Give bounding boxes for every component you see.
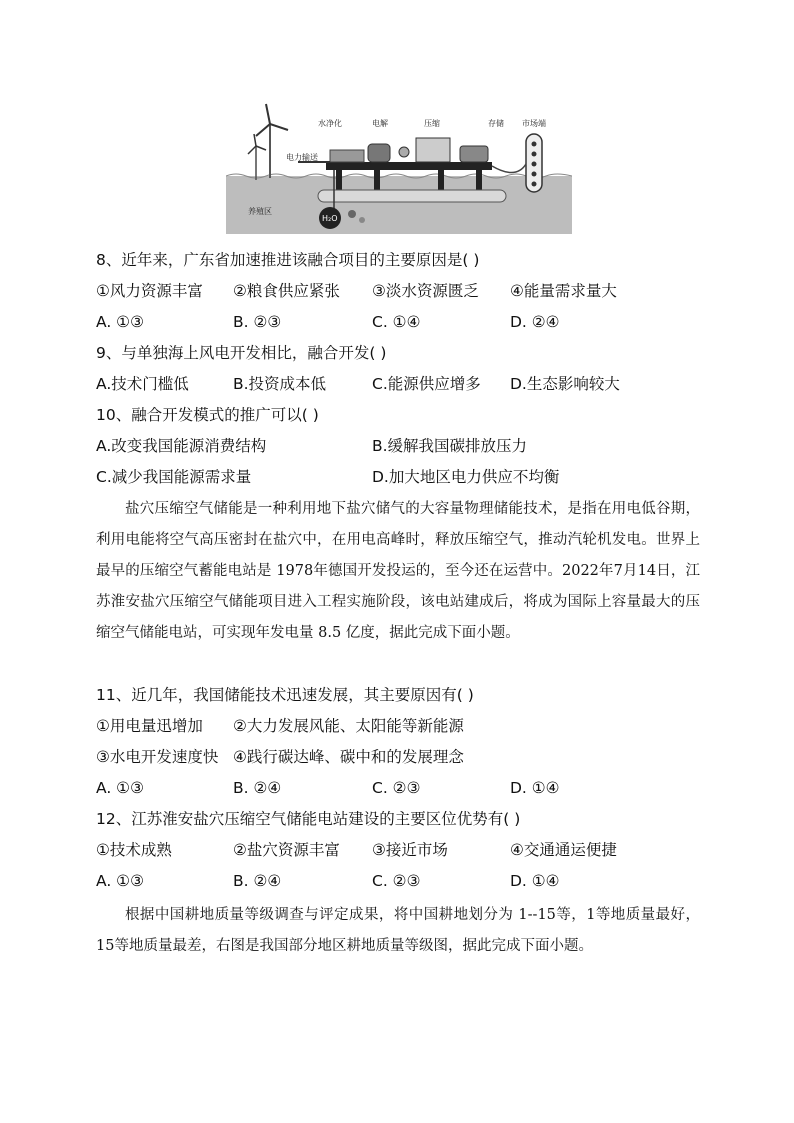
q11-option-d: D. ①④: [510, 779, 560, 797]
q8-item-1: ①风力资源丰富: [96, 282, 203, 300]
passage-salt-cavern: [96, 494, 700, 649]
electrolysis-unit: [368, 144, 390, 162]
q12-option-a: A. ①③: [96, 872, 144, 890]
q12-item-3: ③接近市场: [372, 841, 448, 859]
platform-deck: [326, 162, 492, 170]
label-electrolysis: 电解: [372, 119, 388, 128]
passage-farmland: [96, 900, 700, 962]
q11-item-1: ①用电量迅增加: [96, 717, 203, 735]
q9-option-c: C.能源供应增多: [372, 375, 481, 393]
pipeline: [318, 190, 506, 202]
q11-option-b: B. ②④: [233, 779, 282, 797]
q9-option-d: D.生态影响较大: [510, 375, 620, 393]
q12-item-2: ②盐穴资源丰富: [233, 841, 340, 859]
q11-item-2: ②大力发展风能、太阳能等新能源: [233, 717, 464, 735]
label-compress: 压缩: [424, 119, 440, 128]
q8-item-4: ④能量需求量大: [510, 282, 617, 300]
q12-item-4: ④交通通运便捷: [510, 841, 617, 859]
q10-option-c: C.减少我国能源需求量: [96, 468, 252, 486]
q8-item-3: ③淡水资源匮乏: [372, 282, 479, 300]
q8-option-c: C. ①④: [372, 313, 421, 331]
q12-item-1: ①技术成熟: [96, 841, 172, 859]
question-8-stem: 8、近年来，广东省加速推进该融合项目的主要原因是( ): [96, 251, 480, 269]
question-9-stem: 9、与单独海上风电开发相比，融合开发( ): [96, 344, 387, 362]
q8-item-2: ②粮食供应紧张: [233, 282, 340, 300]
question-10-stem: 10、融合开发模式的推广可以( ): [96, 406, 319, 424]
q10-option-d: D.加大地区电力供应不均衡: [372, 468, 560, 486]
compress-unit: [416, 138, 450, 162]
question-11-stem: 11、近几年，我国储能技术迅速发展，其主要原因有( ): [96, 686, 474, 704]
q11-item-3: ③水电开发速度快: [96, 748, 219, 766]
question-12-stem: 12、江苏淮安盐穴压缩空气储能电站建设的主要区位优势有( ): [96, 810, 521, 828]
offshore-wind-hydrogen-diagram: [226, 100, 572, 234]
passage-farmland-text: 根据中国耕地质量等级调查与评定成果，将中国耕地划分为 1--15等，1等地质量最好，15等地质量最差，右图是我国部分地区耕地质量等级图，据此完成下面小题。: [96, 907, 700, 954]
label-aquaculture: 养殖区: [248, 207, 272, 216]
water-purify-unit: [330, 150, 364, 162]
label-water-purify: 水净化: [318, 119, 342, 128]
q11-item-4: ④践行碳达峰、碳中和的发展理念: [233, 748, 464, 766]
passage-salt-cavern-text: 盐穴压缩空气储能是一种利用地下盐穴储气的大容量物理储能技术，是指在用电低谷期，利用电能将空气高压密封在盐穴中，在用电高峰时，释放压缩空气，推动汽轮机发电。世界上最早的压缩空气蓄能电站是 1978年德国开发投运的，至今还在运营中。2022年7月14日，江苏淮安盐穴压缩空气储能项目进入工程实施阶段，该电站建成后，将成为国际上容量最大的压缩空气储能电站，可实现年发电量 8.5 亿度，据此完成下面小题。: [96, 501, 700, 641]
label-market: 市场端: [522, 119, 546, 128]
sea-area: [226, 176, 572, 234]
q10-option-b: B.缓解我国碳排放压力: [372, 437, 528, 455]
q8-option-d: D. ②④: [510, 313, 560, 331]
storage-unit: [460, 146, 488, 162]
q11-option-c: C. ②③: [372, 779, 421, 797]
q9-option-a: A.技术门槛低: [96, 375, 189, 393]
q12-option-c: C. ②③: [372, 872, 421, 890]
label-power-transmit: 电力输送: [286, 153, 318, 162]
q8-option-a: A. ①③: [96, 313, 144, 331]
q12-option-b: B. ②④: [233, 872, 282, 890]
label-storage: 存储: [488, 119, 504, 128]
q12-option-d: D. ①④: [510, 872, 560, 890]
label-h2o: H₂O: [322, 214, 338, 223]
q9-option-b: B.投资成本低: [233, 375, 327, 393]
q8-option-b: B. ②③: [233, 313, 282, 331]
q10-option-a: A.改变我国能源消费结构: [96, 437, 267, 455]
q11-option-a: A. ①③: [96, 779, 144, 797]
